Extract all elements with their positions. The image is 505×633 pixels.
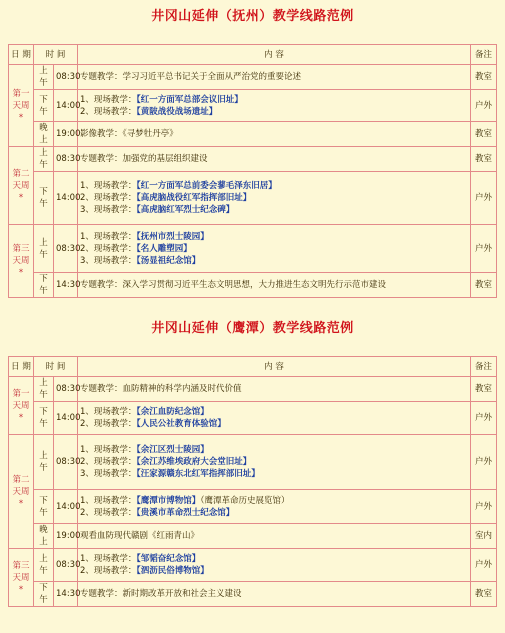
content-line (80, 468, 468, 480)
content-text: 2、现场教学： (80, 566, 137, 576)
content-text: 1、现场教学： (80, 94, 137, 105)
content-cell (78, 90, 471, 122)
content-line (80, 153, 468, 165)
column-header: 时 间 (34, 45, 78, 65)
content-line (80, 553, 468, 565)
content-text: 专题教学：血防精神的科学内涵及时代价值 (80, 384, 242, 394)
section-title: 井冈山延伸（抚州）教学线路范例 (151, 9, 354, 24)
schedule-row (9, 90, 497, 122)
note-cell: 教室 (471, 582, 497, 607)
content-text: 3、现场教学： (80, 205, 137, 215)
content-text: （鹰潭革命历史展览馆） (200, 495, 290, 506)
column-header: 日 期 (9, 45, 34, 65)
content-text: 1、现场教学： (80, 181, 137, 191)
site-name: 【红一方面军总前委会蓼毛泽东旧居】 (136, 181, 277, 191)
time-cell: 08:30 (54, 549, 78, 582)
period-cell: 上午 (34, 65, 54, 90)
content-text: 专题教学：加强党的基层组织建设 (80, 154, 208, 164)
content-line (80, 279, 468, 291)
note-cell: 户外 (471, 172, 497, 225)
time-cell: 08:30 (54, 147, 78, 172)
period-cell: 上午 (34, 147, 54, 172)
yingtan-section (8, 318, 497, 607)
content-line (80, 204, 468, 216)
site-name: 【红一方面军总部会议旧址】 (136, 94, 243, 105)
note-cell: 教室 (471, 147, 497, 172)
site-name: 【汤显祖纪念馆】 (136, 255, 201, 266)
column-header: 内 容 (78, 45, 471, 65)
site-name: 【邹韬奋纪念馆】 (136, 554, 201, 564)
content-line (80, 383, 468, 395)
period-cell: 下午 (34, 273, 54, 298)
content-cell (78, 582, 471, 607)
content-line (80, 192, 468, 204)
content-line (80, 507, 468, 519)
content-cell (78, 225, 471, 273)
site-name: 【余江区烈士陵园】 (136, 445, 209, 455)
section-title: 井冈山延伸（鹰潭）教学线路范例 (151, 321, 354, 336)
content-line (80, 243, 468, 255)
table-header-row (9, 357, 497, 377)
note-cell: 户外 (471, 90, 497, 122)
time-cell: 08:30 (54, 65, 78, 90)
content-text: 2、现场教学： (80, 193, 137, 203)
note-cell: 教室 (471, 122, 497, 147)
note-cell: 户外 (471, 490, 497, 524)
content-text: 专题教学：学习习近平总书记关于全面从严治党的重要论述 (80, 72, 302, 82)
time-cell: 14:00 (54, 490, 78, 524)
period-cell: 上午 (34, 377, 54, 402)
period-cell: 下午 (34, 490, 54, 524)
table-header-row (9, 45, 497, 65)
schedule-row (9, 402, 497, 435)
note-cell: 教室 (471, 65, 497, 90)
schedule-row (9, 147, 497, 172)
schedule-row (9, 225, 497, 273)
content-cell (78, 65, 471, 90)
content-cell (78, 402, 471, 435)
content-line (80, 128, 468, 140)
column-header: 日 期 (9, 357, 34, 377)
content-text: 3、现场教学： (80, 255, 137, 266)
content-text: 观看血防现代赣剧《红雨青山》 (80, 531, 200, 541)
schedule-row (9, 490, 497, 524)
schedule-row (9, 549, 497, 582)
content-cell (78, 172, 471, 225)
period-cell: 下午 (34, 90, 54, 122)
time-cell: 14:00 (54, 402, 78, 435)
time-cell: 08:30 (54, 225, 78, 273)
column-header: 内 容 (78, 357, 471, 377)
site-name: 【余江苏维埃政府大会堂旧址】 (136, 457, 252, 467)
column-header: 备注 (471, 45, 497, 65)
content-text: 专题教学：深入学习贯彻习近平生态文明思想，大力推进生态文明先行示范市建设 (80, 280, 387, 290)
content-line (80, 530, 468, 542)
content-line (80, 444, 468, 456)
schedule-row (9, 582, 497, 607)
day-cell: 第二天周* (9, 435, 34, 549)
site-name: 【泗沥民俗博物馆】 (136, 566, 209, 576)
content-text: 2、现场教学： (80, 419, 137, 429)
day-cell: 第二天周* (9, 147, 34, 225)
site-name: 【名人雕塑园】 (136, 243, 192, 254)
schedule-row (9, 65, 497, 90)
content-line (80, 71, 468, 83)
content-cell (78, 147, 471, 172)
time-cell: 14:00 (54, 90, 78, 122)
note-cell: 教室 (471, 377, 497, 402)
schedule-table (8, 44, 497, 298)
content-cell (78, 122, 471, 147)
site-name: 【余江血防纪念馆】 (136, 407, 209, 417)
note-cell: 教室 (471, 273, 497, 298)
column-header: 时 间 (34, 357, 78, 377)
site-name: 【汪家源赣东北红军指挥部旧址】 (136, 469, 260, 479)
content-line (80, 106, 468, 118)
content-text: 2、现场教学： (80, 457, 137, 467)
content-line (80, 231, 468, 243)
note-cell: 户外 (471, 225, 497, 273)
content-cell (78, 524, 471, 549)
time-cell: 19:00 (54, 122, 78, 147)
content-line (80, 180, 468, 192)
content-text: 1、现场教学： (80, 495, 137, 506)
time-cell: 14:00 (54, 172, 78, 225)
content-line (80, 456, 468, 468)
content-text: 1、现场教学： (80, 554, 137, 564)
day-cell: 第三天周* (9, 225, 34, 298)
content-line (80, 418, 468, 430)
content-text: 3、现场教学： (80, 469, 137, 479)
content-text: 1、现场教学： (80, 407, 137, 417)
fuzhou-section (8, 6, 497, 298)
period-cell: 下午 (34, 172, 54, 225)
schedule-row (9, 122, 497, 147)
site-name: 【贵溪市革命烈士纪念馆】 (136, 507, 235, 518)
content-line (80, 94, 468, 106)
note-cell: 户外 (471, 549, 497, 582)
period-cell: 上午 (34, 435, 54, 490)
site-name: 【人民公社教育体验馆】 (136, 419, 226, 429)
site-name: 【鹰潭市博物馆】 (136, 495, 201, 506)
content-cell (78, 273, 471, 298)
content-line (80, 495, 468, 507)
schedule-row (9, 172, 497, 225)
period-cell: 下午 (34, 582, 54, 607)
content-text: 2、现场教学： (80, 243, 137, 254)
note-cell: 户外 (471, 435, 497, 490)
schedule-row (9, 435, 497, 490)
day-cell: 第一天周* (9, 377, 34, 435)
period-cell: 下午 (34, 402, 54, 435)
time-cell: 14:30 (54, 582, 78, 607)
content-text: 专题教学：新时期改革开放和社会主义建设 (80, 589, 242, 599)
day-cell: 第一天周* (9, 65, 34, 147)
content-line (80, 255, 468, 267)
content-text: 2、现场教学： (80, 507, 137, 518)
content-cell (78, 490, 471, 524)
content-line (80, 406, 468, 418)
time-cell: 14:30 (54, 273, 78, 298)
note-cell: 室内 (471, 524, 497, 549)
content-text: 2、现场教学： (80, 106, 137, 117)
column-header: 备注 (471, 357, 497, 377)
site-name: 【高虎脑红军烈士纪念碑】 (136, 205, 235, 215)
content-cell (78, 435, 471, 490)
content-text: 影像教学：《寻梦牡丹亭》 (80, 129, 178, 139)
content-cell (78, 377, 471, 402)
content-line (80, 588, 468, 600)
note-cell: 户外 (471, 402, 497, 435)
period-cell: 晚上 (34, 524, 54, 549)
content-text: 1、现场教学： (80, 231, 137, 242)
time-cell: 08:30 (54, 377, 78, 402)
period-cell: 上午 (34, 225, 54, 273)
schedule-row (9, 273, 497, 298)
site-name: 【抚州市烈士陵园】 (136, 231, 209, 242)
content-line (80, 565, 468, 577)
content-text: 1、现场教学： (80, 445, 137, 455)
schedule-table (8, 356, 497, 607)
day-cell: 第三天周* (9, 549, 34, 607)
schedule-row (9, 524, 497, 549)
time-cell: 19:00 (54, 524, 78, 549)
content-cell (78, 549, 471, 582)
period-cell: 晚上 (34, 122, 54, 147)
time-cell: 08:30 (54, 435, 78, 490)
site-name: 【黄陂战役战场遗址】 (136, 106, 218, 117)
schedule-row (9, 377, 497, 402)
site-name: 【高虎脑战役红军指挥部旧址】 (136, 193, 252, 203)
period-cell: 上午 (34, 549, 54, 582)
